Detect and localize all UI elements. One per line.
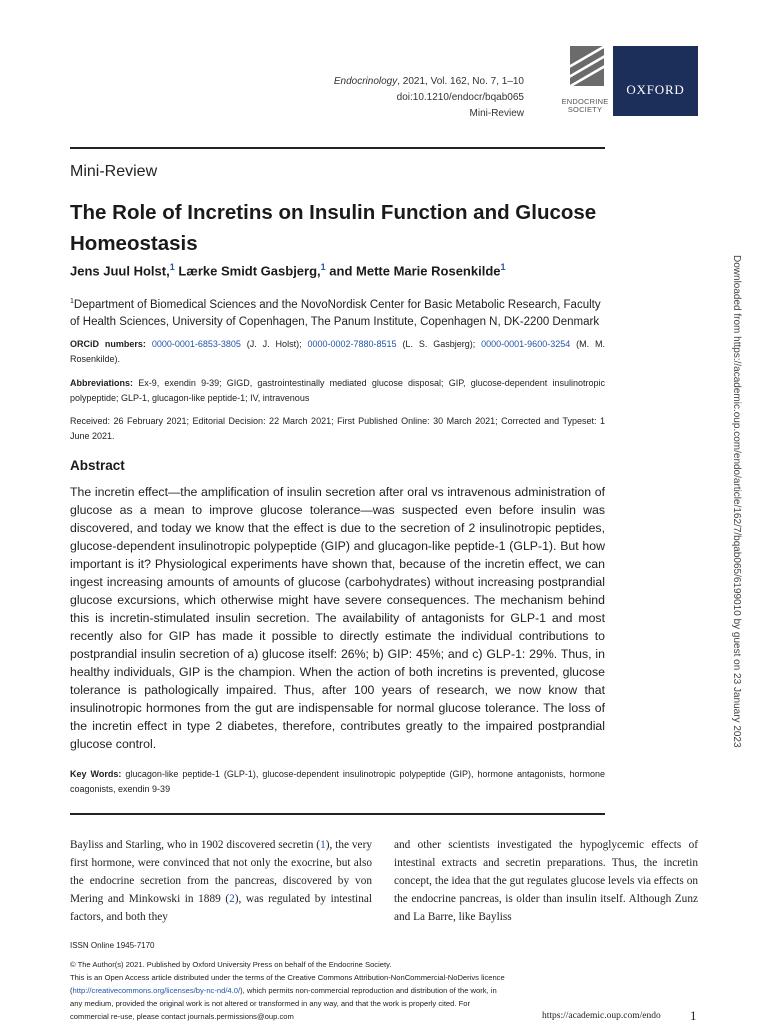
- download-watermark: Downloaded from https://academic.oup.com/endo/article/162/7/bqab065/6199010 by guest on 23 January 2023: [731, 255, 742, 748]
- orcid-numbers: [70, 337, 605, 367]
- journal-url[interactable]: https://academic.oup.com/endo: [542, 1011, 661, 1021]
- author-name: Jens Juul Holst,: [70, 263, 170, 279]
- abbreviations-label: Abbreviations:: [70, 378, 134, 388]
- body-column-right: and other scientists investigated the hypoglycemic effects of intestinal extracts and secretin preparations. Thus, the incretin concept, the idea that the gut regulates glucose levels via effects on the endocrine pancreas, is older than insulin itself. Although Zunz and La Barre, like Bayliss: [394, 839, 698, 923]
- body-text: Bayliss and Starling, who in 1902 discovered secretin (: [70, 839, 321, 851]
- journal-meta: [264, 74, 524, 122]
- endocrine-society-logo: [556, 46, 608, 116]
- orcid-link[interactable]: 0000-0002-7880-8515: [307, 339, 397, 349]
- orcid-label: ORCiD numbers:: [70, 339, 146, 349]
- abbreviations-text: Ex-9, exendin 9-39; GIGD, gastrointestinally mediated glucose disposal; GIP, glucose-dependent insulinotropic polypeptide; GLP-1, glucagon-like peptide-1; IV, intravenous: [70, 378, 605, 403]
- orcid-author: (M. M. Rosenkilde).: [70, 339, 605, 364]
- page-number: 1: [690, 1008, 697, 1023]
- header-section-label: Mini-Review: [469, 108, 524, 119]
- author-list: [70, 262, 610, 278]
- keywords-label: Key Words:: [70, 769, 122, 779]
- affiliation: [70, 293, 610, 331]
- body-text: ), was regulated by intestinal factors, and both they: [70, 893, 372, 923]
- author-affiliation-marker[interactable]: 1: [500, 262, 506, 272]
- license-text: This is an Open Access article distributed under the terms of the Creative Commons Attribution-NonCommercial-NoDerivs licence (: [70, 973, 505, 995]
- issn: ISSN Online 1945-7170: [70, 941, 155, 950]
- article-title: The Role of Incretins on Insulin Function and Glucose Homeostasis: [70, 201, 597, 255]
- journal-name: Endocrinology: [333, 76, 398, 87]
- copyright: © The Author(s) 2021. Published by Oxford University Press on behalf of the Endocrine Society.: [70, 960, 392, 969]
- section-type: Mini-Review: [70, 163, 158, 180]
- reference-link[interactable]: 2: [229, 893, 235, 905]
- orcid-author: (L. S. Gasbjerg);: [396, 339, 482, 349]
- journal-citation: , 2021, Vol. 162, No. 7, 1–10: [397, 76, 524, 87]
- keywords-text: glucagon-like peptide-1 (GLP-1), glucose-dependent insulinotropic polypeptide (GIP), hormone antagonists, hormone coagonists, exendin 9-39: [70, 769, 606, 794]
- abbreviations: [70, 376, 605, 406]
- body-text: ), the very first hormone, were convinced that not only the exocrine, but also the endocrine secretion from the pancreas, discovered by von Mering and Minkowski in 1889 (: [70, 839, 372, 905]
- keywords: [70, 767, 605, 797]
- license-link[interactable]: http://creativecommons.org/licenses/by-nc-nd/4.0/: [72, 986, 241, 995]
- endocrine-society-emblem-icon: [570, 46, 604, 86]
- author-name: and Mette Marie Rosenkilde: [325, 263, 501, 279]
- header-divider: [70, 147, 605, 149]
- affiliation-number: 1: [70, 298, 74, 305]
- orcid-link[interactable]: 0000-0001-6853-3805: [151, 339, 241, 349]
- oxford-logo-text: OXFORD: [626, 82, 685, 97]
- author-name: Lærke Smidt Gasbjerg,: [174, 263, 321, 279]
- affiliation-text: Department of Biomedical Sciences and the NovoNordisk Center for Basic Metabolic Research, Faculty of Health Sciences, University of Copenhagen, The Panum Institute, Copenhagen N, DK-2200 Denmark: [70, 298, 601, 328]
- author-affiliation-marker[interactable]: 1: [320, 262, 326, 272]
- author-affiliation-marker[interactable]: 1: [169, 262, 175, 272]
- reference-link[interactable]: 1: [320, 839, 326, 851]
- orcid-link[interactable]: 0000-0001-9600-3254: [481, 339, 571, 349]
- abstract-divider: [70, 813, 605, 815]
- doi[interactable]: doi:10.1210/endocr/bqab065: [396, 92, 524, 103]
- orcid-author: (J. J. Holst);: [240, 339, 308, 349]
- oxford-logo: [613, 46, 698, 116]
- license-notice: [70, 958, 510, 1023]
- body-column-left: [70, 836, 372, 926]
- endocrine-society-logo-text: ENDOCRINE SOCIETY: [561, 97, 609, 114]
- abstract-text: The incretin effect—the amplification of insulin secretion after oral vs intravenous administration of glucose as a mean to improve glucose tolerance—was suspected even before insulin was discovered, and today we know that the effect is due to the secretion of 2 insulinotropic peptides, glucose-dependent insulinotropic polypeptide (GIP) and glucagon-like peptide-1 (GLP-1). But how important is it? Physiological experiments have shown that, because of the incretin effect, we can ingest increasing amounts of amounts of glucose (carbohydrates) without increasing postprandial glucose excursions, which otherwise might have severe consequences. The mechanism behind this is incretin-stimulated insulin secretion. The availability of antagonists for GLP-1 and most recently also for GIP has made it possible to directly estimate the individual contributions to postprandial insulin secretion of a) glucose itself: 26%; b) GIP: 45%; and c) GLP-1: 29%. Thus, in healthy individuals, GIP is the champion. When the action of both incretins is prevented, glucose tolerance is pathologically impaired. Thus, after 100 years of research, we now know that insulinotropic hormones from the gut are indispensable for normal glucose tolerance. The loss of the incretin effect in type 2 diabetes, therefore, contributes greatly to the impaired postprandial glucose control.: [70, 485, 605, 751]
- license-text: ), which permits non-commercial reproduction and distribution of the work, in any medium, provided the original work is not altered or transformed in any way, and that the work is properly cited. For commercial re-use, please contact journals.permissions@oup.com: [70, 986, 497, 1021]
- received-dates: Received: 26 February 2021; Editorial Decision: 22 March 2021; First Published Online: 30 March 2021; Corrected and Typeset: 1 June 2021.: [70, 416, 605, 441]
- abstract-heading: Abstract: [70, 458, 125, 473]
